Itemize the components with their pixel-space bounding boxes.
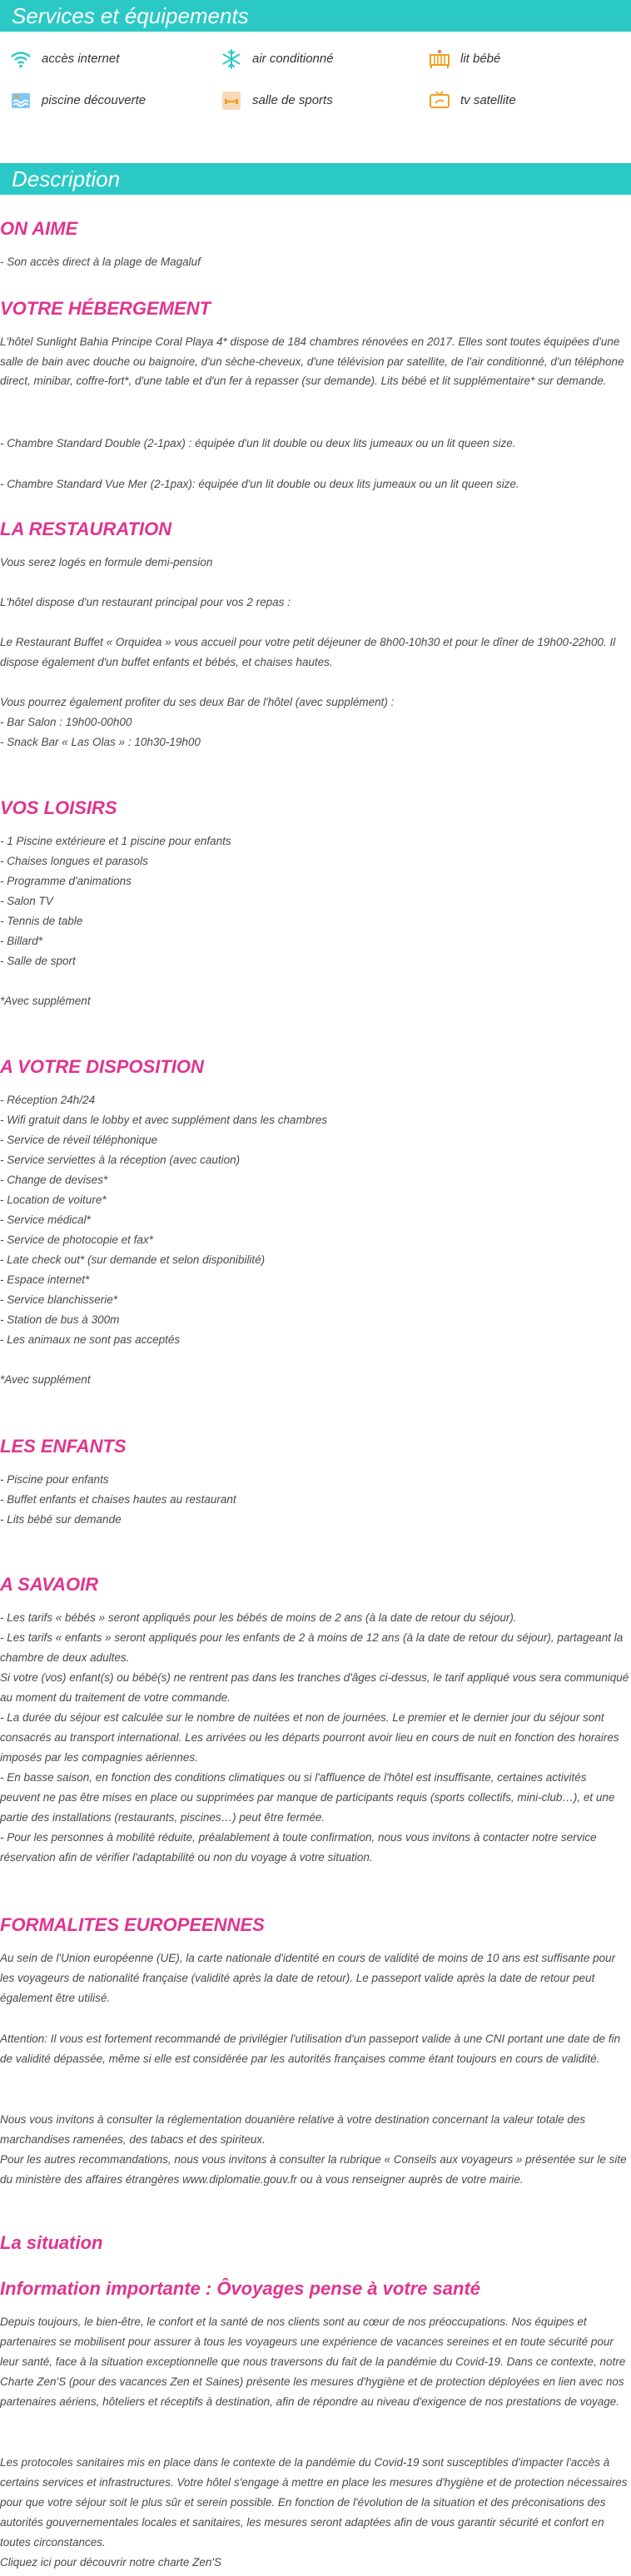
disposition-text: - Réception 24h/24 - Wifi gratuit dans le lobby et avec supplément dans les chambres - Service de réveil téléphonique - Service serviettes à la réception (avec caution) - Change de devises* - Location de voiture* - Service médical* - Service de photocopie et fax* - Late check out* (sur demande et selon disponibilité) - Espace internet* - Service blanchisserie* - Station de bus à 300m - Les animaux ne sont pas acceptés *Avec supplément [0, 1094, 328, 1386]
snowflake-icon [221, 48, 242, 70]
loisirs-heading: VOS LOISIRS [0, 797, 117, 818]
service-label: tv satellite [460, 93, 516, 107]
restauration-text: Vous serez logés en formule demi-pension L'hôtel dispose d'un restaurant principal pour vos 2 repas : Le Restaurant Buffet « Orquidea » vous accueil pour votre petit déjeuner de 8h00-10h30 et pour le dîner de 19h00-22h00. Il dispose également d'un buffet enfants et bébés, et chaises hautes. Vous pourrez également profiter du ses deux Bar de l'hôtel (avec supplément) : - Bar Salon : 19h00-00h00 - Snack Bar « Las Olas » : 10h30-19h00 [0, 556, 616, 748]
zens-charter-link[interactable]: Cliquez ici pour découvrir notre charte Zen'S [0, 2556, 221, 2569]
pool-icon [10, 90, 32, 112]
service-label: salle de sports [252, 93, 333, 107]
hebergement-room-1: - Chambre Standard Double (2-1pax) : équipée d'un lit double ou deux lits jumeaux ou un lit queen size. [0, 437, 516, 449]
gym-icon [221, 90, 242, 112]
service-label: lit bébé [460, 52, 501, 66]
enfants-text: - Piscine pour enfants - Buffet enfants et chaises hautes au restaurant - Lits bébé sur demande [0, 1473, 236, 1526]
description-header: Description [0, 163, 631, 195]
formalites-text-3: Nous vous invitons à consulter la réglementation douanière relative à votre destination concernant la valeur totale des marchandises ramenées, des tabacs et des spiriteux. Pour les autres recommandations, nous vous invitons à consulter la rubrique « Conseils aux voyageurs » présentée sur le site du ministère des affaires étrangères www.diplomatie.gouv.fr ou à vous renseigner auprès de votre mairie. [0, 2113, 627, 2186]
crib-icon [429, 48, 450, 70]
tv-icon [429, 90, 450, 112]
on-aime-text: - Son accès direct à la plage de Magaluf [0, 256, 201, 268]
savoir-text: - Les tarifs « bébés » seront appliqués pour les bébés de moins de 2 ans (à la date de retour du séjour). - Les tarifs « enfants » seront appliqués pour les enfants de 2 à moins de 12 ans (à la date de retour du séjour), partageant la chambre de deux adultes. Si votre (vos) enfant(s) ou bébé(s) ne rentrent pas dans les tranches d'âges ci-dessus, le tarif appliqué vous sera communiqué au moment du traitement de votre commande. - La durée du séjour est calculée sur le nombre de nuitées et non de journées. Le premier et le dernier jour du séjour sont consacrés au transport international. Les arrivées ou les départs pourront avoir lieu en cours de nuit en fonction des horaires imposés par les compagnies aériennes. - En basse saison, en fonction des conditions climatiques ou si l'affluence de l'hôtel est insuffisante, certaines activités peuvent ne pas être mises en place ou supprimées par manque de participants requis (sports collectifs, mini-club…), et une partie des installations (restaurants, piscines…) peut être fermée. - Pour les personnes à mobilité réduite, préalablement à toute confirmation, nous vous invitons à contacter notre service réservation afin de vérifier l'adaptabilité ou non du voyage à votre situation. [0, 1611, 629, 1864]
formalites-text-2: Attention: Il vous est fortement recommandé de privilégier l'utilisation d'un passeport valide à une CNI portant une date de fin de validité dépassée, même si elle est considérée par les autorités françaises comme étant toujours en cours de validité. [0, 2033, 621, 2065]
sante-heading: Information importante : Ôvoyages pense à votre santé [0, 2278, 481, 2299]
hebergement-text: L'hôtel Sunlight Bahia Principe Coral Playa 4* dispose de 184 chambres rénovées en 2017. Elles sont toutes équipées d'une salle de bain avec douche ou baignoire, d'un sèche-cheveux, d'une télévision par satellite, de l'air conditionné, d'un téléphone direct, minibar, coffre-fort*, d'une table et d'un fer à repasser (sur demande). Lits bébé et lit supplémentaire* sur demande. [0, 335, 624, 387]
situation-heading: La situation [0, 2232, 103, 2253]
wifi-icon [10, 48, 32, 70]
service-label: air conditionné [252, 52, 334, 66]
enfants-heading: LES ENFANTS [0, 1436, 127, 1457]
service-label: accès internet [42, 52, 120, 66]
hebergement-heading: VOTRE HÉBERGEMENT [0, 298, 211, 319]
services-header: Services et équipements [0, 0, 631, 32]
loisirs-text: - 1 Piscine extérieure et 1 piscine pour enfants - Chaises longues et parasols - Programme d'animations - Salon TV - Tennis de table - Billard* - Salle de sport *Avec supplément [0, 835, 231, 1007]
hebergement-room-2: - Chambre Standard Vue Mer (2-1pax): équipée d'un lit double ou deux lits jumeaux ou un lit queen size. [0, 478, 519, 490]
sante-text-1: Depuis toujours, le bien-être, le confort et la santé de nos clients sont au cœur de nos préoccupations. Nos équipes et partenaires se mobilisent pour assurer à tous les voyageurs une expérience de vacances sereines et en toute sécurité pour leur santé, face à la situation exceptionnelle que nous traversons du fait de la pandémie du Covid-19. Dans ce contexte, notre Charte Zen'S (pour des vacances Zen et Saines) présente les mesures d'hygiène et de protection déployées en lien avec nos partenaires aériens, hôteliers et réceptifs à destination, afin de répondre au niveau d'exigence de nos prestations de voyage. [0, 2315, 626, 2408]
formalites-heading: FORMALITES EUROPEENNES [0, 1914, 265, 1935]
formalites-text-1: Au sein de l'Union européenne (UE), la carte nationale d'identité en cours de validité de moins de 10 ans est suffisante pour les voyageurs de nationalité française (validité après la date de retour). Le passeport valide après la date de retour peut également être utilisé. [0, 1952, 616, 2004]
savoir-heading: A SAVAOIR [0, 1574, 99, 1595]
on-aime-heading: ON AIME [0, 218, 78, 239]
service-label: piscine découverte [42, 93, 147, 107]
disposition-heading: A VOTRE DISPOSITION [0, 1056, 204, 1077]
sante-text-2: Les protocoles sanitaires mis en place dans le contexte de la pandémie du Covid-19 sont susceptibles d'impacter l'accès à certains services et infrastructures. Votre hôtel s'engage à mettre en place les mesures d'hygiène et de protection nécessaires pour que votre séjour soit le plus sûr et serein possible. En fonction de l'évolution de la situation et des préconisations des autorités gouvernementales locales et sanitaires, les mesures seront adaptées afin de vous garantir sécurité et confort en toutes circonstances. [0, 2456, 628, 2549]
restauration-heading: LA RESTAURATION [0, 519, 172, 539]
